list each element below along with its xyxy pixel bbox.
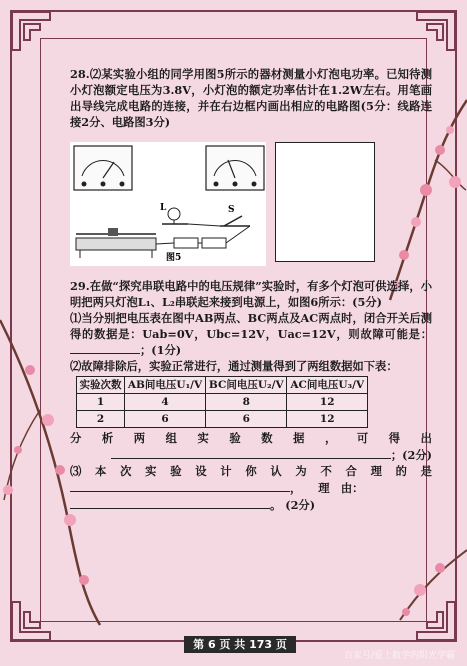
analysis-char: 实 bbox=[197, 431, 209, 445]
part3-char: 理 bbox=[370, 464, 382, 478]
part3-char: 验 bbox=[170, 464, 182, 478]
table-row bbox=[77, 394, 368, 411]
part3-char: 本 bbox=[95, 464, 107, 478]
part3-char: 不 bbox=[320, 464, 332, 478]
analysis-char: 得 bbox=[388, 431, 401, 445]
table-cell: 2 bbox=[77, 411, 125, 428]
page-number-footer: 第 6 页 共 173 页 bbox=[184, 636, 296, 653]
part3-char: 次 bbox=[120, 464, 132, 478]
corner-ornament bbox=[10, 10, 54, 54]
q28-figure-row bbox=[70, 136, 432, 264]
q29-part3-line bbox=[70, 463, 432, 479]
voltmeter-icon bbox=[206, 146, 264, 190]
analysis-char: 分 bbox=[70, 431, 82, 445]
table-header-cell: BC间电压U₂/V bbox=[206, 377, 287, 394]
table-cell: 12 bbox=[287, 411, 368, 428]
switch-icon bbox=[220, 216, 250, 226]
analysis-char: 出 bbox=[420, 431, 432, 445]
q29-part3-reason-line bbox=[70, 479, 432, 496]
q29-analysis-line bbox=[70, 430, 432, 446]
reason-label: ， 理 由： bbox=[290, 481, 364, 495]
analysis-char: 析 bbox=[101, 431, 114, 445]
part3-char: 合 bbox=[345, 464, 357, 478]
table-cell: 12 bbox=[287, 394, 368, 411]
part3-char: 实 bbox=[145, 464, 157, 478]
table-cell: 1 bbox=[77, 394, 125, 411]
analysis-char: 验 bbox=[229, 431, 241, 445]
table-header-row bbox=[77, 377, 368, 394]
analysis-char: 可 bbox=[356, 431, 369, 445]
analysis-answer-blank[interactable] bbox=[111, 446, 391, 459]
q28-text: 28.⑵某实验小组的同学用图5所示的器材测量小灯泡电功率。已知待测小灯泡额定电压为3.8V，小灯泡的额定功率估计在1.2W左右。用笔画出导线完成电路的连接，并在右边框内画出相应的电路图(5分：线路连接2分、电路图3分) bbox=[70, 67, 432, 129]
figure-label: 图5 bbox=[166, 253, 182, 263]
part3-char: 是 bbox=[420, 464, 432, 478]
part3-char: 计 bbox=[220, 464, 232, 478]
table-header-cell: AC间电压U₃/V bbox=[287, 377, 368, 394]
voltage-data-table bbox=[76, 376, 368, 428]
q29-intro: 29.在做“探究串联电路中的电压规律”实验时，有多个灯泡可供选择，小明把两只灯泡L₁、L₂串联起来接到电源上，如图6所示：(5分) bbox=[70, 279, 432, 309]
ammeter-icon bbox=[74, 146, 132, 190]
table-cell: 8 bbox=[206, 394, 287, 411]
watermark: 百家号/爱上数学的阳光学霸 bbox=[343, 651, 455, 661]
table-header-cell: AB间电压U₁/V bbox=[125, 377, 206, 394]
page-content bbox=[70, 66, 432, 513]
table-cell: 6 bbox=[125, 411, 206, 428]
q29-part3-reason-answer-line bbox=[70, 496, 432, 513]
table-header-cell: 实验次数 bbox=[77, 377, 125, 394]
rheostat-icon bbox=[76, 228, 156, 258]
q29-part1-score: ；(1分) bbox=[140, 343, 182, 357]
circuit-apparatus-figure bbox=[70, 142, 266, 266]
analysis-char: 据 bbox=[293, 431, 305, 445]
table-cell: 6 bbox=[206, 411, 287, 428]
analysis-char: 两 bbox=[133, 431, 146, 445]
part3-char: 认 bbox=[270, 464, 282, 478]
lamp-label: L bbox=[160, 203, 167, 213]
analysis-char: ， bbox=[325, 431, 337, 445]
corner-ornament bbox=[413, 10, 457, 54]
table-row bbox=[77, 411, 368, 428]
reason-answer-blank[interactable] bbox=[70, 496, 270, 509]
part3-char: 为 bbox=[295, 464, 307, 478]
analysis-char: 组 bbox=[165, 431, 177, 445]
part3-char: 你 bbox=[245, 464, 257, 478]
q29-analysis-answer-line bbox=[70, 446, 432, 463]
analysis-char: 数 bbox=[261, 431, 273, 445]
part3-score: 。 (2分) bbox=[270, 498, 316, 512]
blossom-branch-bottom-right bbox=[340, 520, 467, 640]
part3-char: 的 bbox=[395, 464, 407, 478]
circuit-drawing-box[interactable] bbox=[275, 142, 375, 262]
part3-char: ⑶ bbox=[70, 464, 82, 478]
analysis-score: ；(2分) bbox=[390, 448, 432, 462]
table-cell: 4 bbox=[125, 394, 206, 411]
q29-part1 bbox=[70, 310, 432, 358]
q29-part2: ⑵故障排除后，实验正常进行，通过测量得到了两组数据如下表： bbox=[70, 359, 398, 373]
q29-part1-text: ⑴当分别把电压表在图中AB两点、BC两点及AC两点时，闭合开关后测得的数据是：Uab=0V，Ubc=12V，Uac=12V，则故障可能是： bbox=[70, 311, 432, 341]
q29-part1-answer-blank[interactable] bbox=[70, 353, 140, 354]
switch-label: S bbox=[228, 205, 235, 215]
part3-answer-blank[interactable] bbox=[70, 479, 290, 492]
part3-char: 设 bbox=[195, 464, 207, 478]
